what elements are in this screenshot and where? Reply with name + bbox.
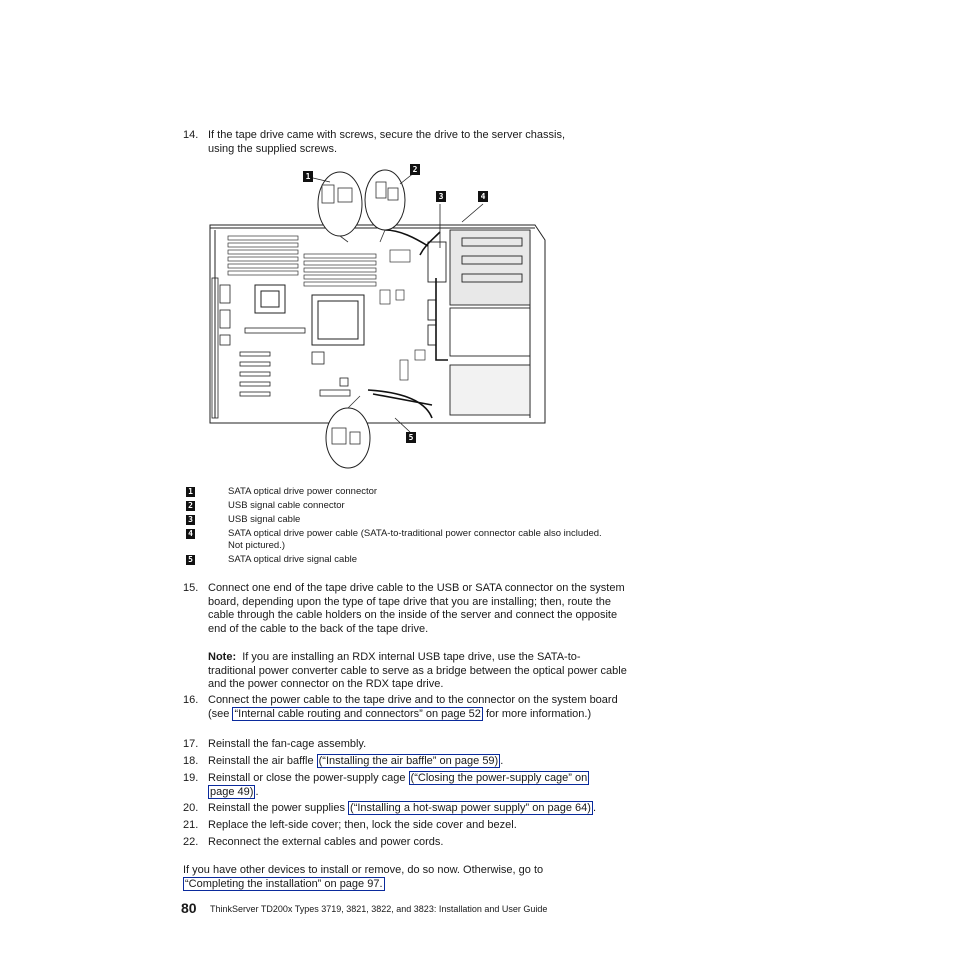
cables	[368, 230, 448, 418]
legend-badge: 1	[186, 487, 195, 497]
step-text: Reconnect the external cables and power cords.	[208, 836, 444, 848]
figure-callout-4: 4	[478, 191, 488, 202]
step-text-before: Reinstall the power supplies	[208, 802, 349, 814]
pci-slots	[240, 328, 305, 396]
step-number: 21.	[183, 819, 199, 831]
legend-text: SATA optical drive power cable (SATA-to-traditional power connector cable also included. Not pictured.)	[228, 528, 602, 551]
step-text	[208, 694, 628, 721]
note-label: Note:	[208, 651, 237, 663]
legend-text: SATA optical drive power connector	[228, 486, 378, 497]
footer-title: ThinkServer TD200x Types 3719, 3821, 3822, and 3823: Installation and User Guide	[210, 904, 548, 914]
legend-text: USB signal cable connector	[228, 500, 345, 511]
installing-air-baffle-link[interactable]: (“Installing the air baffle” on page 59)	[318, 755, 499, 767]
installing-hot-swap-power-supply-link[interactable]: (“Installing a hot-swap power supply” on page 64)	[350, 802, 591, 814]
note-text: If you are installing an RDX internal USB tape drive, use the SATA-to-traditional power converter cable to serve as a bridge between the optical power cable and the power connector on the RDX tape drive.	[208, 651, 627, 690]
step-number: 22.	[183, 836, 199, 848]
step-number: 17.	[183, 738, 199, 750]
step-text-after: .	[592, 802, 597, 814]
drive-bays	[428, 230, 530, 415]
step-text: Connect one end of the tape drive cable to the USB or SATA connector on the system board, depending upon the type of tape drive that you are installing; then, route the cable through the cable holders on the inside of the server and connect the opposite end of the cable to the back of the tape drive.	[208, 582, 625, 635]
step-text	[208, 755, 628, 769]
step-text: Reinstall the fan-cage assembly.	[208, 738, 367, 750]
step-number: 19.	[183, 772, 199, 784]
legend-badge: 3	[186, 515, 195, 525]
step-text-before: Connect the power cable to the tape drive and to the connector on the system board (see	[208, 694, 618, 720]
step-number: 16.	[183, 694, 199, 706]
step-text: If the tape drive came with screws, secure the drive to the server chassis, using the supplied screws.	[208, 129, 566, 155]
legend-badge: 4	[186, 529, 195, 539]
completing-installation-link[interactable]: “Completing the installation” on page 97.	[185, 878, 383, 890]
processor-sockets	[255, 285, 364, 345]
step-text-before: Reinstall or close the power-supply cage	[208, 772, 409, 784]
figure-callout-1: 1	[303, 171, 313, 182]
step-number: 18.	[183, 755, 199, 767]
closing-power-supply-cage-link[interactable]: (“Closing the power-supply cage” on page 49)	[210, 772, 588, 798]
step-number: 14.	[183, 129, 199, 141]
step-text-after: .	[255, 785, 259, 798]
page-number: 80	[181, 900, 197, 916]
chipset	[312, 352, 350, 396]
closing-text: If you have other devices to install or remove, do so now. Otherwise, go to	[183, 864, 544, 876]
step-number: 15.	[183, 582, 199, 594]
figure-callout-2: 2	[410, 164, 420, 175]
figure-callout-3: 3	[436, 191, 446, 202]
dimm-slots	[228, 236, 376, 286]
step-text	[208, 772, 608, 799]
step-text	[208, 802, 628, 816]
closing-paragraph	[183, 863, 603, 891]
fan-connectors	[380, 250, 425, 380]
internal-cable-routing-link[interactable]: “Internal cable routing and connectors” on page 52	[234, 707, 481, 720]
step-text: Replace the left-side cover; then, lock the side cover and bezel.	[208, 819, 517, 831]
figure-callout-5: 5	[406, 432, 416, 443]
legend-badge: 5	[186, 555, 195, 565]
step-text-after: for more information.)	[482, 707, 592, 720]
legend-badge: 2	[186, 501, 195, 511]
note-block	[208, 651, 628, 692]
legend-text: USB signal cable	[228, 514, 301, 525]
step-text-before: Reinstall the air baffle	[208, 755, 317, 767]
server-system-board-figure	[200, 160, 560, 475]
step-number: 20.	[183, 802, 199, 814]
legend-text: SATA optical drive signal cable	[228, 554, 358, 565]
step-text-after: .	[500, 755, 504, 767]
